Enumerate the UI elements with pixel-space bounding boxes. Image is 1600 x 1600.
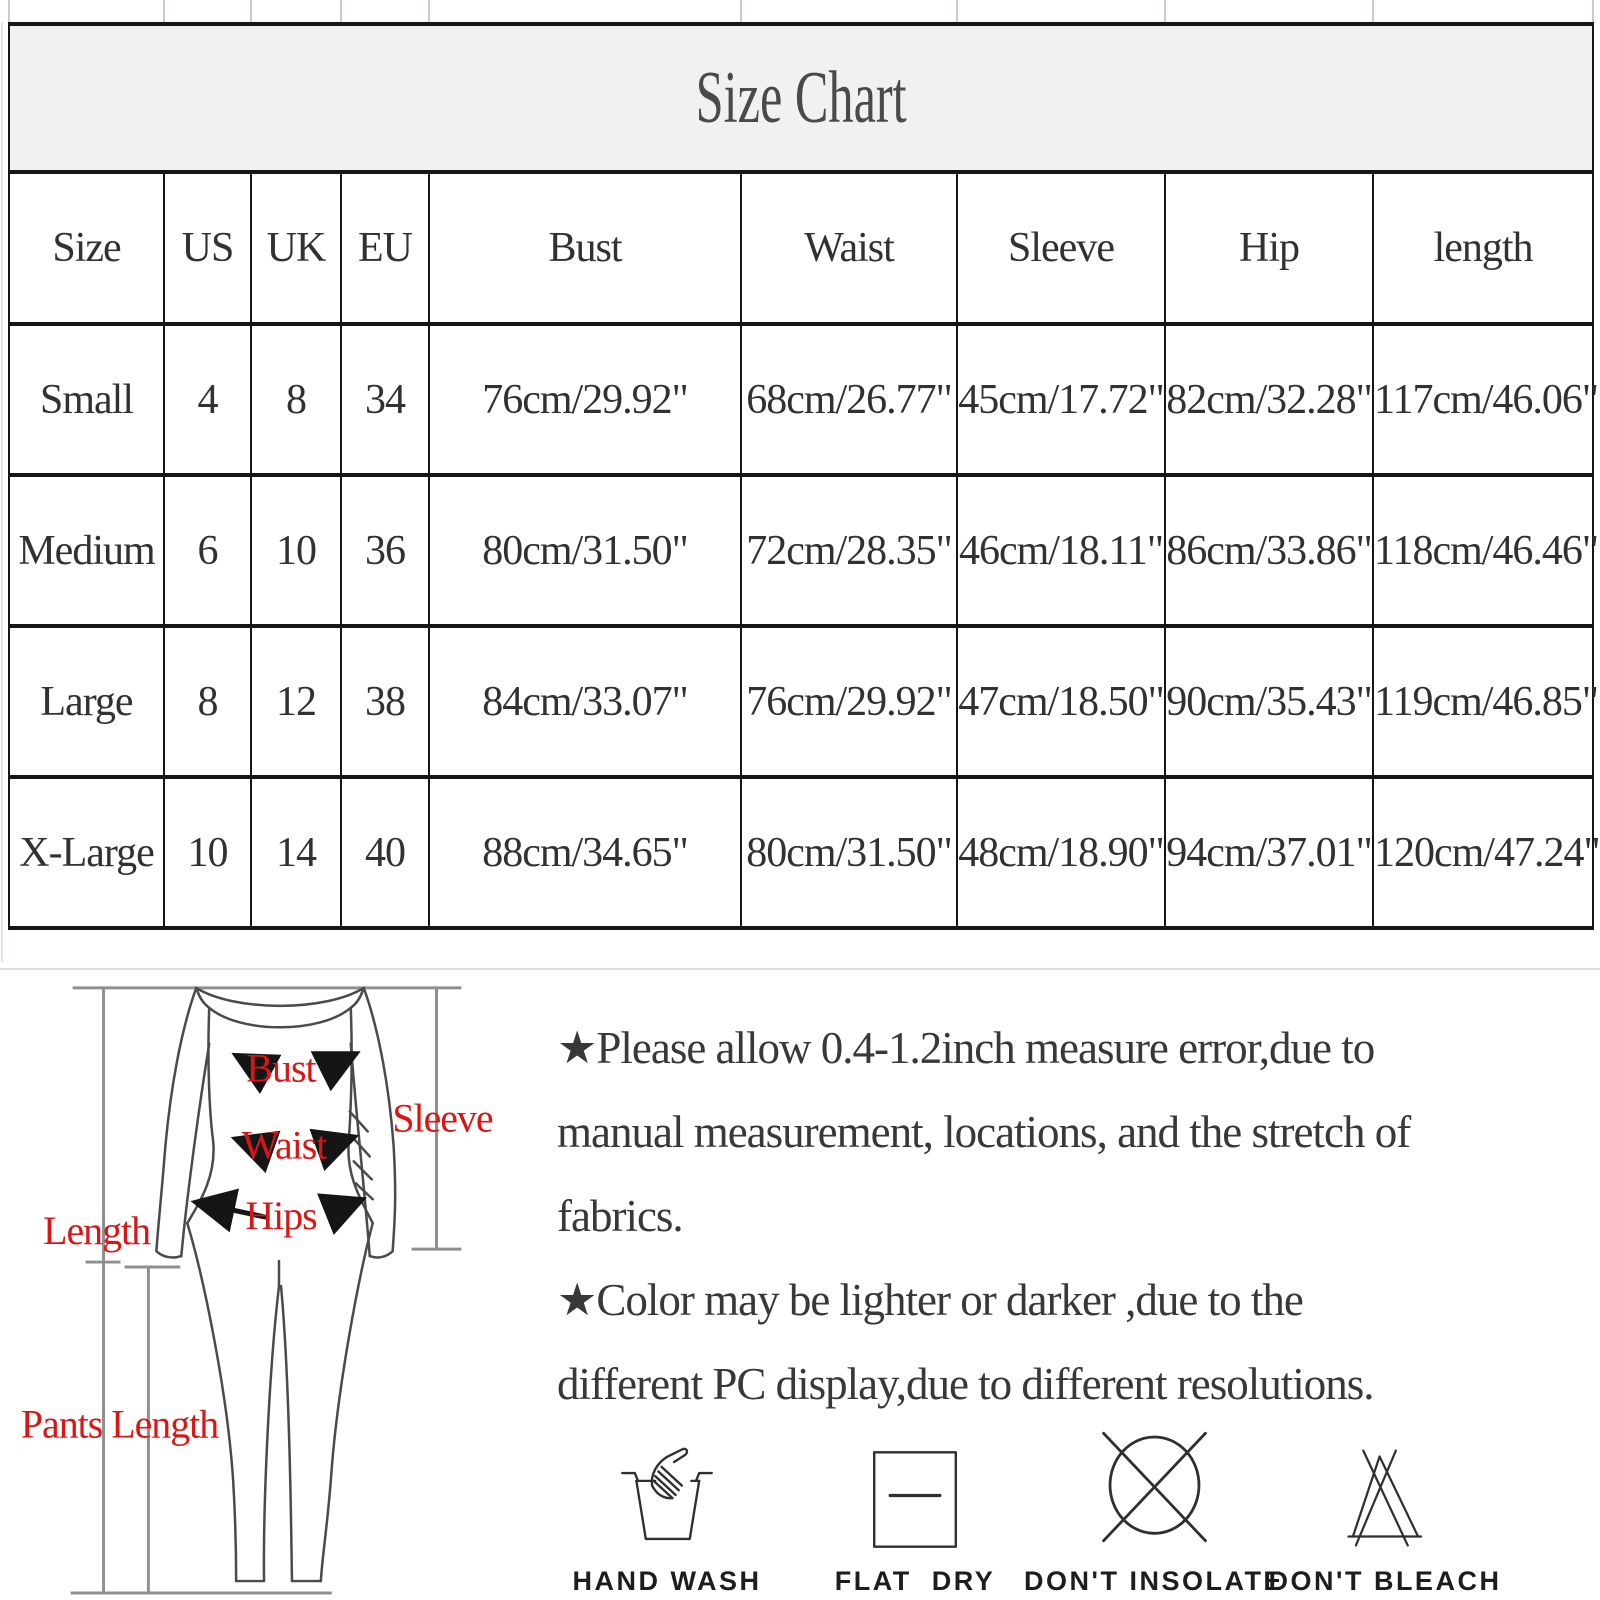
cell-sleeve: 46cm/18.11" [957,475,1165,626]
cell-sleeve: 48cm/18.90" [957,777,1165,928]
cell-eu: 36 [341,475,429,626]
cell-length: 117cm/46.06" [1373,324,1593,475]
diagram-label-length: Length [43,1208,151,1254]
cell-bust: 88cm/34.65" [429,777,741,928]
bottom-section [0,962,1600,1600]
cell-length: 120cm/47.24" [1373,777,1593,928]
care-item-dont-insolate [1024,1434,1284,1597]
cell-us: 4 [164,324,251,475]
care-item-flat-dry [785,1434,1045,1597]
note-line: ★Color may be lighter or darker ,due to the [557,1275,1303,1325]
cell-hip: 94cm/37.01" [1165,777,1373,928]
cell-uk: 10 [251,475,341,626]
title-row [9,24,1593,172]
care-label: HAND WASH [572,1566,762,1596]
table-header-row [9,172,1593,324]
table-row-xlarge [9,777,1593,928]
page-title-text: Size Chart [695,56,907,139]
cell-sleeve: 47cm/18.50" [957,626,1165,777]
cell-hip: 90cm/35.43" [1165,626,1373,777]
cell-hip: 86cm/33.86" [1165,475,1373,626]
note-line: different PC display,due to different resolutions. [557,1359,1374,1409]
care-label: FLAT DRY [834,1566,996,1596]
col-header-waist: Waist [741,172,957,324]
cell-size: Small [9,324,164,475]
cell-length: 118cm/46.46" [1373,475,1593,626]
table-row-medium [9,475,1593,626]
cell-uk: 14 [251,777,341,928]
spreadsheet-gridlines [0,0,1600,22]
cell-bust: 84cm/33.07" [429,626,741,777]
cell-size: X-Large [9,777,164,928]
note-line: manual measurement, locations, and the stretch of [557,1107,1411,1157]
cell-eu: 34 [341,324,429,475]
care-item-hand-wash [537,1434,797,1597]
col-header-sleeve: Sleeve [957,172,1165,324]
cell-us: 10 [164,777,251,928]
cell-waist: 68cm/26.77" [741,324,957,475]
diagram-label-hips: Hips [245,1193,317,1239]
page-title [9,24,1593,172]
diagram-label-sleeve: Sleeve [392,1095,493,1141]
col-header-hip: Hip [1165,172,1373,324]
cell-us: 6 [164,475,251,626]
cell-us: 8 [164,626,251,777]
care-instructions [0,962,1600,1600]
col-header-eu: EU [341,172,429,324]
cell-bust: 80cm/31.50" [429,475,741,626]
note-line: ★Please allow 0.4-1.2inch measure error,due to [557,1023,1375,1073]
cell-length: 119cm/46.85" [1373,626,1593,777]
cell-size: Medium [9,475,164,626]
cell-uk: 12 [251,626,341,777]
size-chart-table [8,22,1600,930]
care-label: DON'T BLEACH [1268,1566,1502,1596]
dont-bleach-icon [1347,1446,1424,1550]
table-row-small [9,324,1593,475]
col-header-size: Size [9,172,164,324]
cell-waist: 72cm/28.35" [741,475,957,626]
diagram-label-pants-length: Pants Length [20,1401,219,1447]
cell-bust: 76cm/29.92" [429,324,741,475]
diagram-label-waist: Waist [241,1122,327,1168]
care-item-dont-bleach [1255,1434,1515,1597]
cell-sleeve: 45cm/17.72" [957,324,1165,475]
diagram-label-bust: Bust [246,1045,316,1091]
cell-eu: 40 [341,777,429,928]
care-label: DON'T INSOLATE [1024,1566,1284,1596]
cell-waist: 76cm/29.92" [741,626,957,777]
note-line: fabrics. [557,1191,683,1241]
cell-uk: 8 [251,324,341,475]
hand-wash-icon [616,1440,718,1550]
cell-hip: 82cm/32.28" [1165,324,1373,475]
table-row-large [9,626,1593,777]
dont-insolate-icon [1096,1424,1213,1550]
col-header-length: length [1373,172,1593,324]
spreadsheet-col-line [1,22,3,962]
cell-waist: 80cm/31.50" [741,777,957,928]
cell-size: Large [9,626,164,777]
col-header-uk: UK [251,172,341,324]
col-header-us: US [164,172,251,324]
col-header-bust: Bust [429,172,741,324]
cell-eu: 38 [341,626,429,777]
flat-dry-icon [871,1449,959,1550]
